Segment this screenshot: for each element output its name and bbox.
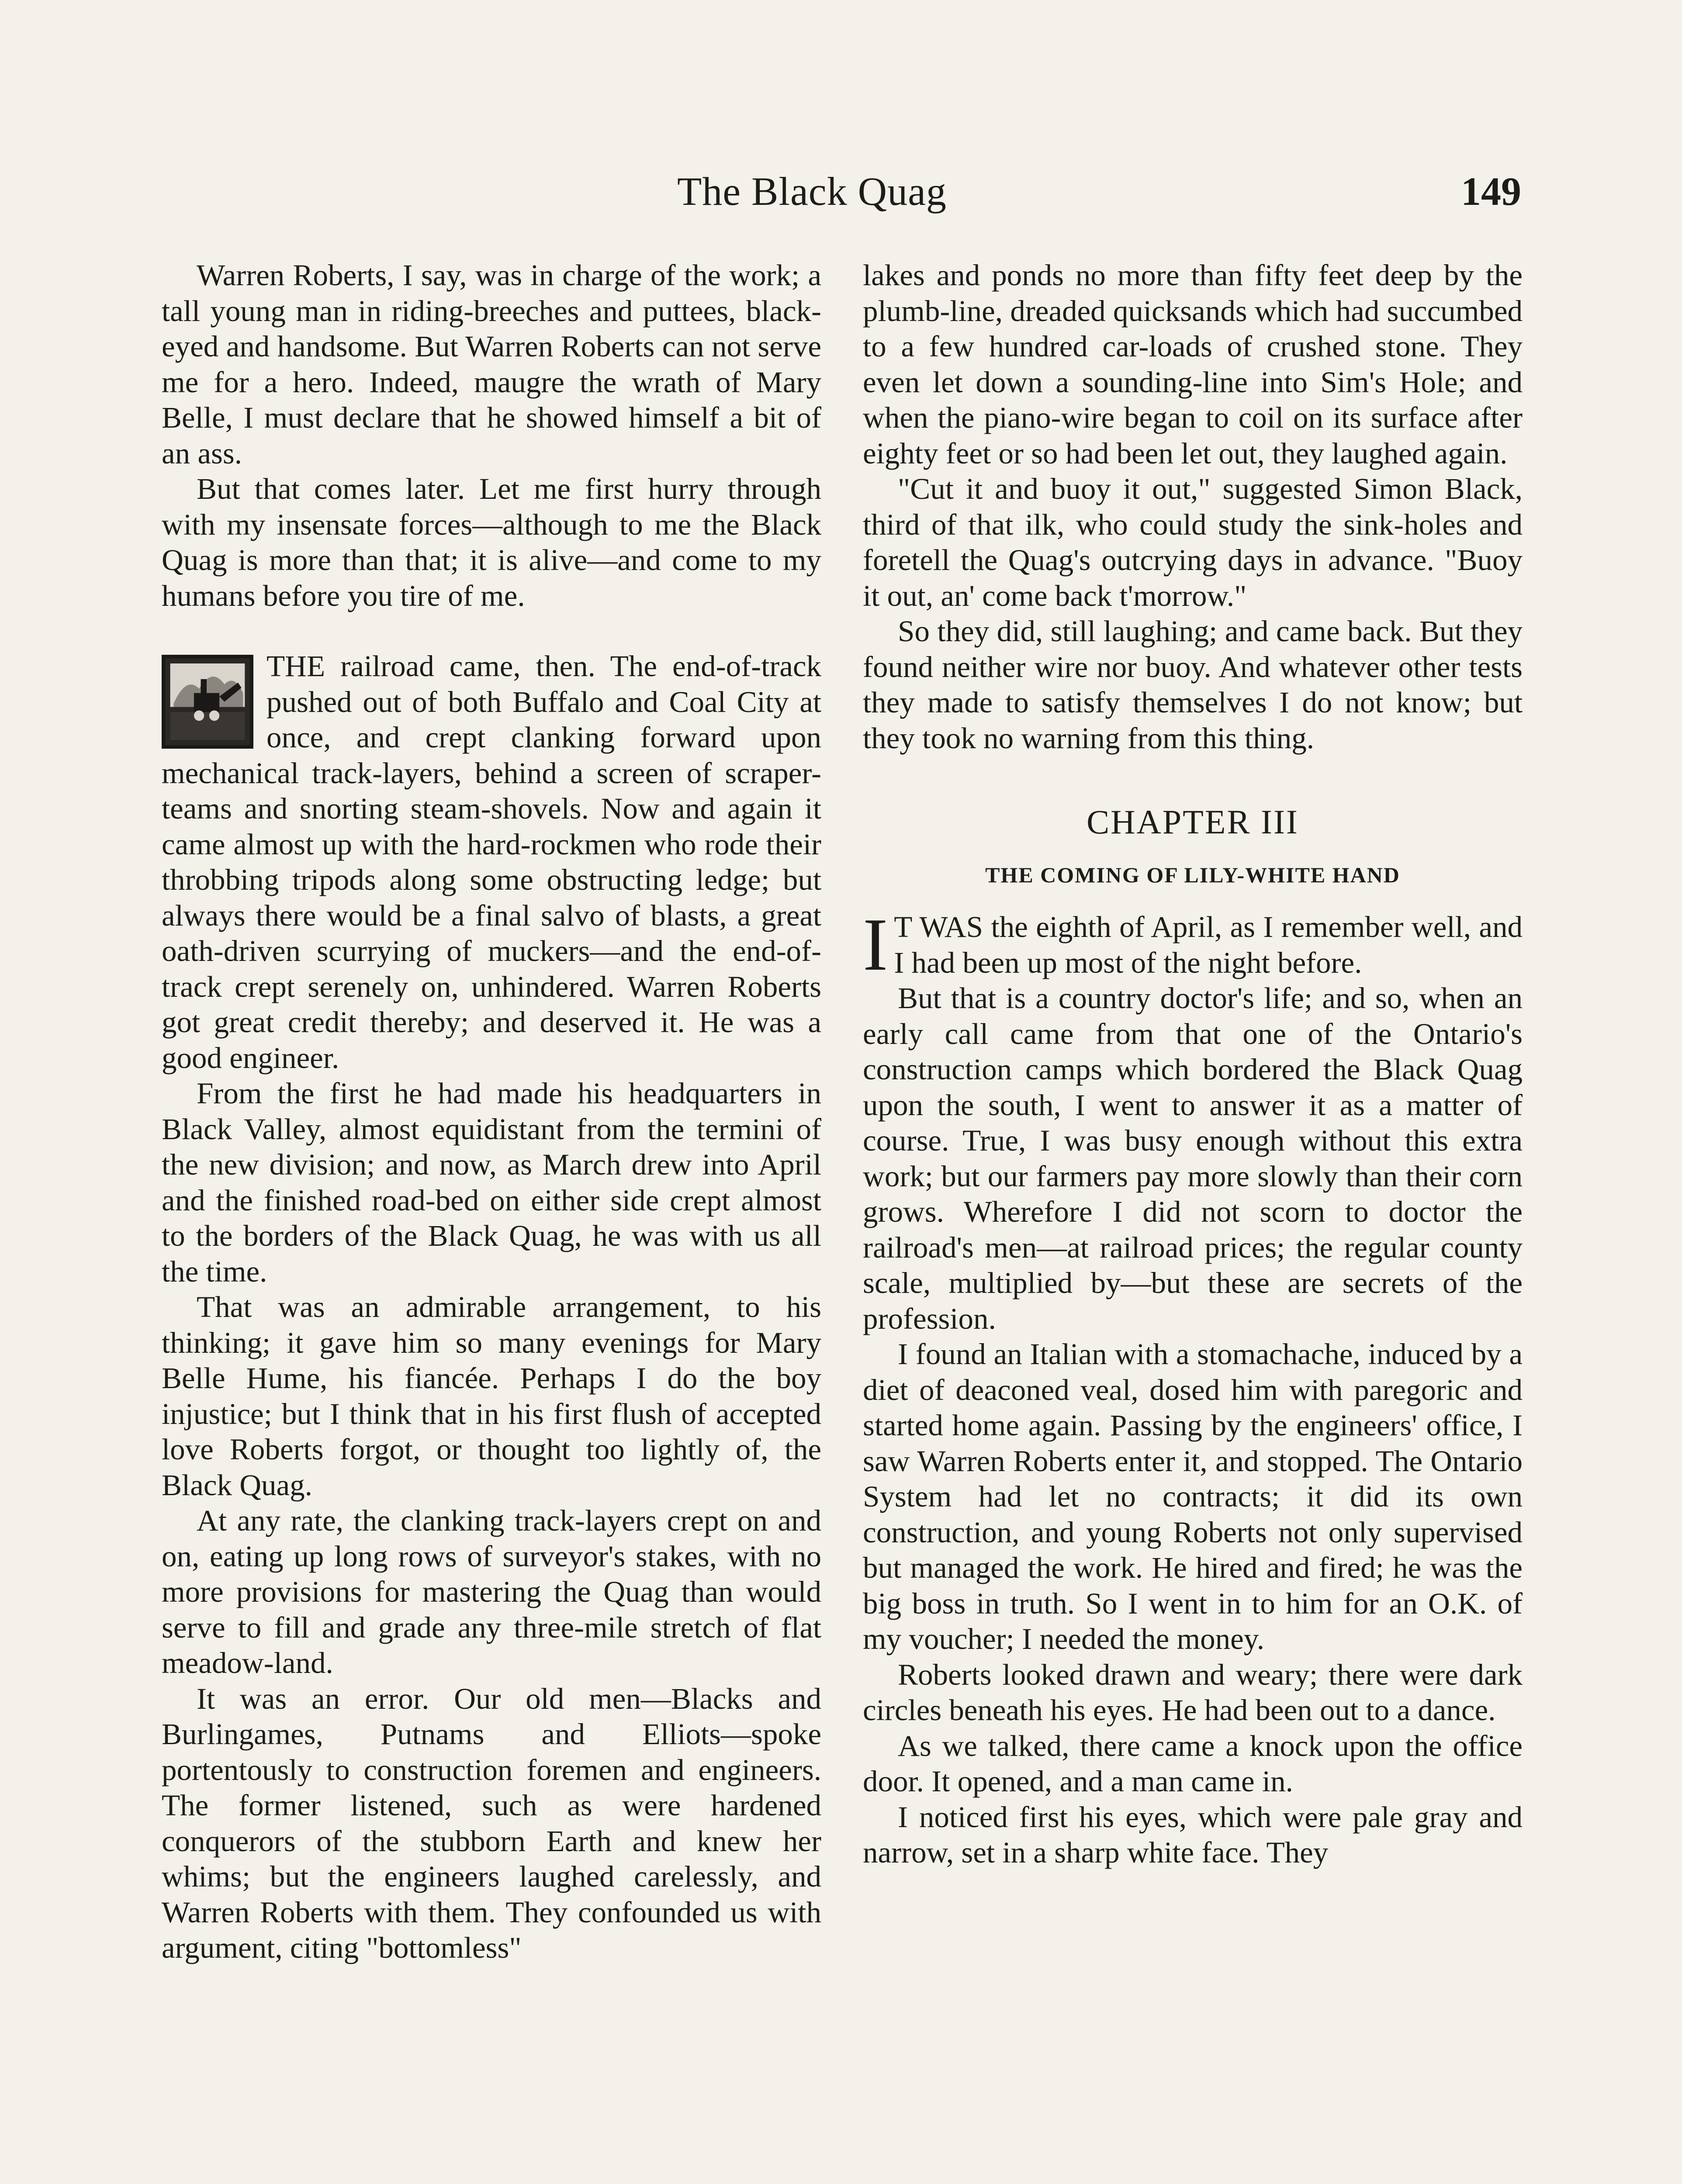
section-break: [162, 614, 821, 649]
left-column: [162, 258, 821, 1966]
opening-paragraph: [863, 903, 1523, 986]
paragraph: It was an error. Our old men—Blacks and Burlingames, Putnams and Elliots—spoke portentously to construction foremen and engineers. The former listened, such as were hardened conquerors of the stubborn Earth and knew her whims; but the engineers laughed carelessly, and Warren Roberts with them. They confounded us with argument, citing "bottomless": [162, 1682, 821, 1964]
paragraph: But that is a country doctor's life; and so, when an early call came from that one of the Ontario's construction camps which bordered the Black Quag upon the south, I went to answer it as a matter of course. True, I was busy enough without this extra work; but our farmers pay more slowly than their corn grows. Wherefore I did not scorn to doctor the railroad's men—at railroad prices; the regular county scale, multiplied by—but these are secrets of the profession.: [863, 981, 1523, 1335]
running-title: The Black Quag: [677, 169, 947, 214]
paragraph: But that comes later. Let me first hurry through with my insensate forces—although to me the Black Quag is more than that; it is alive—and come to my humans before you tire of me.: [162, 472, 821, 612]
paragraph: I found an Italian with a stomachache, induced by a diet of deaconed veal, dosed him with paregoric and started home again. Passing by the engineers' office, I saw Warren Roberts enter it, and stopped. The Ontario System had let no contracts; it did its own construction, and young Roberts not only supervised but managed the work. He hired and fired; he was the big boss in truth. So I went in to him for an O.K. of my voucher; I needed the money.: [863, 1337, 1523, 1655]
illustrated-paragraph: [162, 649, 821, 1076]
paragraph: I noticed first his eyes, which were pale gray and narrow, set in a sharp white face. They: [863, 1800, 1523, 1869]
paragraph: As we talked, there came a knock upon the office door. It opened, and a man came in.: [863, 1729, 1523, 1798]
paragraph: Warren Roberts, I say, was in charge of the work; a tall young man in riding-breeches and puttees, black-eyed and handsome. But Warren Roberts can not serve me for a hero. Indeed, maugre the wrath of Mary Belle, I must declare that he showed himself a bit of an ass.: [162, 259, 821, 470]
paragraph: That was an admirable arrangement, to his thinking; it gave him so many evenings for Mary Belle Hume, his fiancée. Perhaps I do the boy injustice; but I think that in his first flush of accepted love Roberts forgot, or thought too lightly of, the Black Quag.: [162, 1290, 821, 1502]
paragraph: Roberts looked drawn and weary; there were dark circles beneath his eyes. He had been out to a dance.: [863, 1658, 1523, 1727]
right-column: [863, 258, 1523, 1871]
paragraph: THE railroad came, then. The end-of-track pushed out of both Buffalo and Coal City at once, and crept clanking forward upon mechanical track-layers, behind a screen of scraper-teams and snorting steam-shovels. Now and again it came almost up with the hard-rockmen who rode their throbbing tripods along some obstructing ledge; but always there would be a final salvo of blasts, a great oath-driven scurrying of muckers—and the end-of-track crept serenely on, unhindered. Warren Roberts got great credit thereby; and deserved it. He was a good engineer.: [162, 650, 821, 1075]
paragraph: "Cut it and buoy it out," suggested Simon Black, third of that ilk, who could study the sink-holes and foretell the Quag's outcrying days in advance. "Buoy it out, an' come back t'morrow.": [863, 472, 1523, 612]
paragraph: T WAS the eighth of April, as I remember well, and I had been up most of the night before.: [894, 910, 1523, 979]
drop-cap: I: [863, 903, 888, 986]
page-number: 149: [1461, 169, 1521, 214]
chapter-subtitle: THE COMING OF LILY-WHITE HAND: [985, 862, 1400, 887]
steam-shovel-vignette-icon: [162, 655, 253, 749]
paragraph: At any rate, the clanking track-layers crept on and on, eating up long rows of surveyor's stakes, with no more provisions for mastering the Quag than would serve to fill and grade any three-mile stretch of flat meadow-land.: [162, 1504, 821, 1679]
running-head: [0, 168, 1682, 221]
chapter-heading: CHAPTER III: [1087, 803, 1299, 841]
paragraph: lakes and ponds no more than fifty feet deep by the plumb-line, dreaded quicksands which had succumbed to a few hundred car-loads of crushed stone. They even let down a sounding-line into Sim's Hole; and when the piano-wire began to coil on its surface after eighty feet or so had been let out, they laughed again.: [863, 259, 1523, 470]
paragraph: So they did, still laughing; and came back. But they found neither wire nor buoy. And whatever other tests they made to satisfy themselves I do not know; but they took no warning from this thing.: [863, 615, 1523, 755]
paragraph: From the first he had made his headquarters in Black Valley, almost equidistant from the termini of the new division; and now, as March drew into April and the finished road-bed on either side crept almost to the borders of the Black Quag, he was with us all the time.: [162, 1077, 821, 1288]
